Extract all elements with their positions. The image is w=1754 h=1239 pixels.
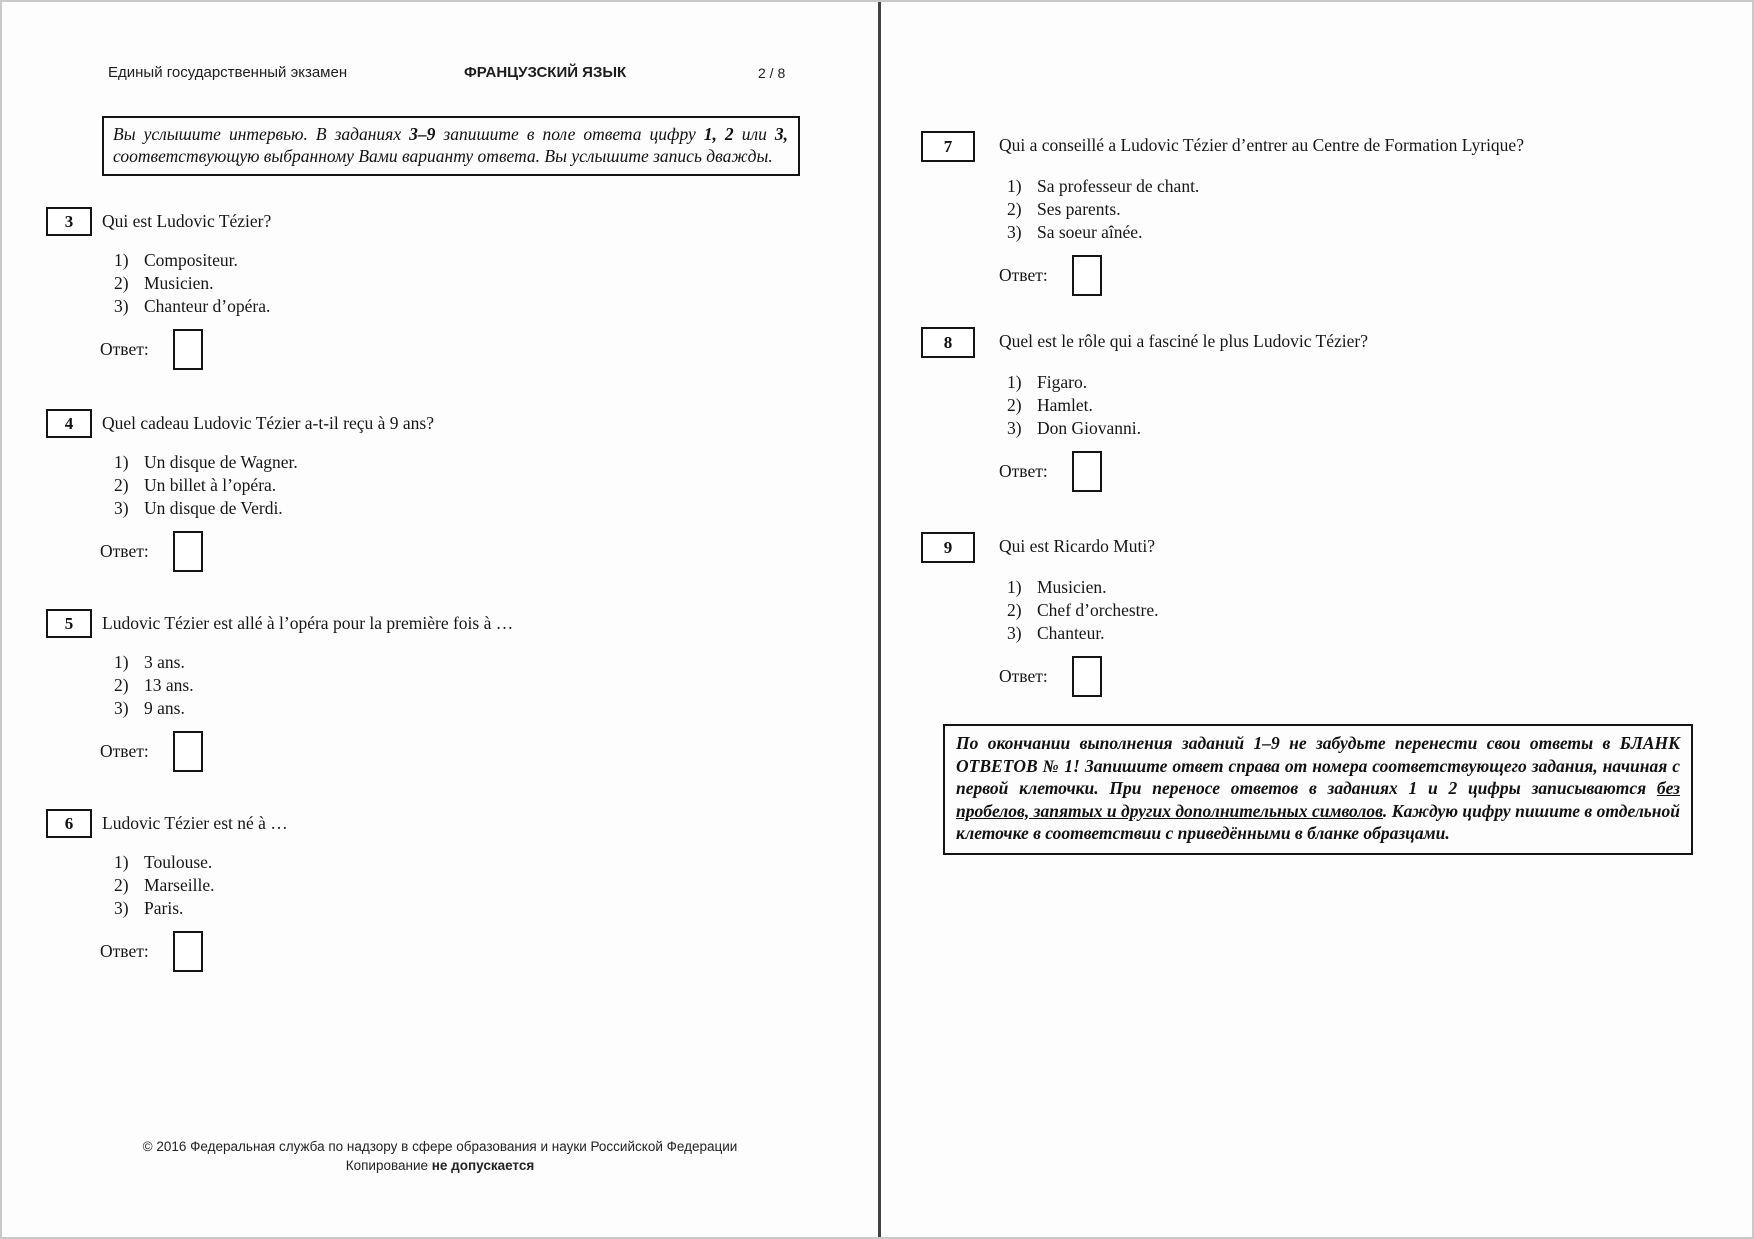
answer-box [173,931,203,972]
option-number: 1) [1007,372,1022,392]
question-text: Quel est le rôle qui a fasciné le plus Ludovic Tézier? [999,331,1368,351]
answer-box [1072,656,1102,697]
answer-label: Ответ: [100,541,149,561]
option-list [114,651,194,720]
option-list [1007,175,1199,244]
answer-box [173,329,203,370]
option-list [114,249,270,318]
answer-label: Ответ: [999,461,1048,481]
footer-copyright: © 2016 Федеральная служба по надзору в сфере образования и науки Российской Федерации [142,1139,738,1154]
option-number: 2) [1007,600,1022,620]
option [114,674,194,697]
option-number: 2) [114,875,129,895]
option-text: Hamlet. [1037,395,1093,415]
page-left [2,2,878,1237]
option-text: Musicien. [144,273,214,293]
answer-label: Ответ: [999,265,1048,285]
option-text: Un billet à l’opéra. [144,475,277,495]
listening-instruction-bold-digit: 3, [774,124,788,144]
answer-label: Ответ: [100,339,149,359]
option-number: 2) [1007,395,1022,415]
question-text: Qui est Ricardo Muti? [999,536,1156,556]
question-number-box [921,532,975,563]
listening-instruction-text: соответствующую выбранному Вами варианту ответа. Вы услышите запись дважды. [113,146,773,166]
answer-row [999,255,1102,296]
option [1007,371,1141,394]
option-number: 3) [1007,418,1022,438]
listening-instruction-text: Вы услышите интервью. В заданиях [113,124,410,144]
option-number: 1) [1007,577,1022,597]
option [114,295,270,318]
question-text: Quel cadeau Ludovic Tézier a-t-il reçu à 9 ans? [102,413,435,433]
answer-row [100,329,203,370]
question-number-box [46,409,92,438]
option-text: Toulouse. [144,852,213,872]
question-number: 8 [943,333,953,352]
answer-box [1072,451,1102,492]
option [114,497,298,520]
option-list [1007,576,1158,645]
option-number: 3) [114,898,129,918]
question-number: 7 [943,137,953,156]
option-number: 2) [114,675,129,695]
listening-instruction-bold-digits: 1, 2 [703,124,734,144]
answer-box [1072,255,1102,296]
option [1007,417,1141,440]
option-number: 2) [114,475,129,495]
listening-instruction-bold-range: 3–9 [409,124,436,144]
option-text: 9 ans. [144,698,185,718]
option-list [1007,371,1141,440]
question-number: 9 [943,538,953,557]
footer-copy-note [2,1158,878,1173]
listening-instruction-text: или [733,124,775,144]
option-number: 2) [1007,199,1022,219]
option-number: 3) [114,498,129,518]
question-text: Qui est Ludovic Tézier? [102,211,272,231]
option [114,874,214,897]
transfer-instruction-text: . Каждую цифру пишите в отдельной клеточке в соответствии с приведёнными в бланке образцами. [956,800,1680,843]
option [1007,599,1158,622]
option-number: 1) [114,250,129,270]
option-text: Sa soeur aînée. [1037,222,1143,242]
question-number: 3 [64,212,74,231]
transfer-instruction-underlined: без пробелов, запятых и других дополнительных символов [956,778,1680,821]
transfer-instruction-box [943,724,1693,855]
option-text: Musicien. [1037,577,1107,597]
question-number-box [46,609,92,638]
option [114,851,214,874]
question-text: Qui a conseillé a Ludovic Tézier d’entrer au Centre de Formation Lyrique? [999,135,1524,155]
option-number: 3) [114,698,129,718]
listening-instruction-box [102,116,800,176]
option [114,249,270,272]
page-right [881,2,1754,1237]
question-number-box [921,327,975,358]
answer-row [100,931,203,972]
answer-row [999,656,1102,697]
option [1007,198,1199,221]
option-list [114,451,298,520]
option [114,474,298,497]
option-text: Un disque de Verdi. [144,498,283,518]
footer-copy-prefix: Копирование [345,1158,432,1173]
answer-label: Ответ: [100,941,149,961]
question-number: 6 [64,814,74,833]
option-text: Don Giovanni. [1037,418,1142,438]
option [1007,221,1199,244]
header-exam-name: Единый государственный экзамен [108,64,348,81]
answer-row [100,731,203,772]
header-subject: ФРАНЦУЗСКИЙ ЯЗЫК [464,64,627,81]
option [1007,394,1141,417]
option-text: Ses parents. [1037,199,1121,219]
answer-label: Ответ: [100,741,149,761]
option-text: Compositeur. [144,250,238,270]
question-number: 5 [64,614,74,633]
option [114,272,270,295]
question-number: 4 [64,414,74,433]
option-number: 3) [1007,623,1022,643]
question-text: Ludovic Tézier est né à … [102,813,288,833]
option-text: Marseille. [144,875,215,895]
option-text: Chanteur. [1037,623,1105,643]
option-number: 1) [1007,176,1022,196]
question-number-box [921,131,975,162]
option [1007,622,1158,645]
option [114,651,194,674]
option-number: 2) [114,273,129,293]
option-text: Figaro. [1037,372,1088,392]
option-text: Paris. [144,898,184,918]
answer-row [100,531,203,572]
question-text: Ludovic Tézier est allé à l’opéra pour la première fois à … [102,613,514,633]
footer-copy-bold: не допускается [431,1158,535,1173]
option-text: Un disque de Wagner. [144,452,298,472]
option-text: 13 ans. [144,675,194,695]
option-text: Chanteur d’opéra. [144,296,271,316]
option [114,897,214,920]
answer-box [173,731,203,772]
transfer-instruction-text: По окончании выполнения заданий 1–9 не забудьте перенести свои ответы в БЛАНК ОТВЕТОВ № 1! Запишите ответ справа от номера соответствующего задания, начиная с первой клеточки. При переносе ответов в заданиях 1 и 2 цифры записываются [956,733,1680,798]
answer-row [999,451,1102,492]
option-number: 3) [1007,222,1022,242]
option-number: 1) [114,852,129,872]
option [1007,576,1158,599]
option-list [114,851,214,920]
question-number-box [46,207,92,236]
option-text: 3 ans. [144,652,185,672]
option-number: 3) [114,296,129,316]
option-number: 1) [114,652,129,672]
option-text: Sa professeur de chant. [1037,176,1200,196]
listening-instruction-text: запишите в поле ответа цифру [435,124,704,144]
question-number-box [46,809,92,838]
option [114,451,298,474]
answer-label: Ответ: [999,666,1048,686]
option-text: Chef d’orchestre. [1037,600,1159,620]
option-number: 1) [114,452,129,472]
option [1007,175,1199,198]
option [114,697,194,720]
header-page-number: 2 / 8 [758,65,786,81]
answer-box [173,531,203,572]
